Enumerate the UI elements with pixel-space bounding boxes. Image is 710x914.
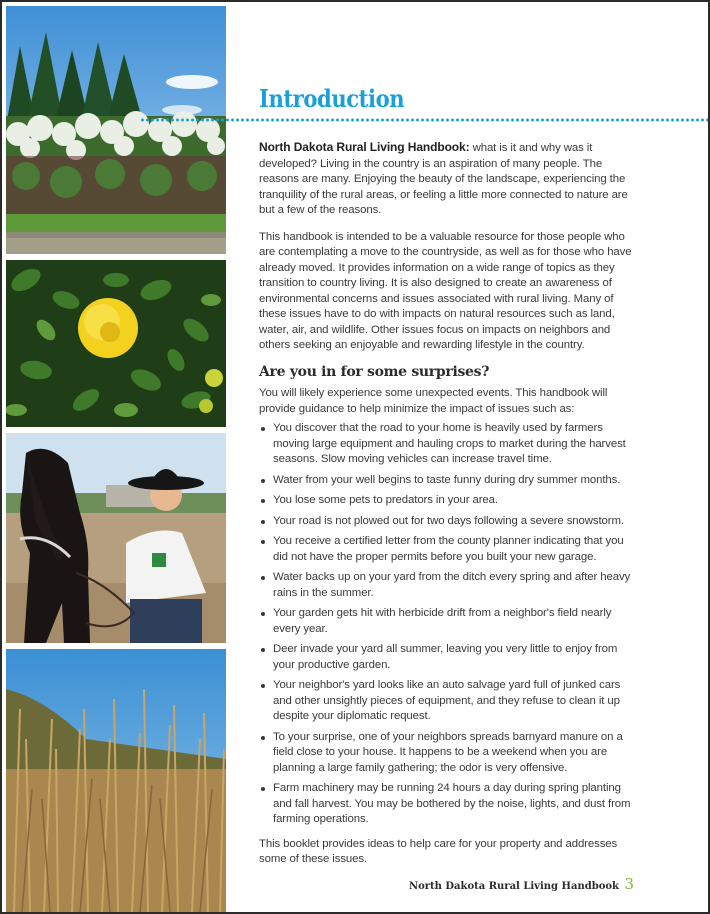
section-intro: You will likely experience some unexpected events. This handbook will provide guidance to help minimize the impact of issues such as:: [259, 387, 608, 415]
lead-heading: North Dakota Rural Living Handbook:: [259, 140, 470, 154]
list-item: Water from your well begins to taste funny during dry summer months.: [259, 473, 641, 489]
photo-sidebar: [6, 6, 226, 912]
list-item: You receive a certified letter from the county planner indicating that you did not have the proper permits before you built your new garage.: [259, 534, 641, 565]
dotted-divider: [140, 118, 710, 122]
surprises-list: [259, 421, 641, 828]
page-title: Introduction: [259, 84, 405, 113]
section-heading: Are you in for some surprises?: [259, 363, 490, 380]
page-footer: [409, 875, 634, 893]
list-item: Farm machinery may be running 24 hours a day during spring planting and fall harvest. You may be bothered by the noise, lights, and dust from farming operations.: [259, 781, 641, 828]
list-item: To your surprise, one of your neighbors spreads barnyard manure on a field close to your house. It happens to be a weekend when you are planning a large family gathering; the odor is very offensive.: [259, 730, 641, 777]
intro-paragraph: [259, 140, 641, 219]
photo-girl-with-horse: [6, 433, 226, 643]
footer-title: North Dakota Rural Living Handbook: [408, 881, 619, 892]
list-item: You lose some pets to predators in your area.: [259, 493, 641, 509]
list-item: You discover that the road to your home is heavily used by farmers moving large equipment and hauling crops to market during the harvest seasons. Slow moving vehicles can increase travel time.: [259, 421, 641, 468]
lead-text: what is it and why was it developed? Living in the country is an aspiration of many people. The reasons are many. Enjoying the beauty of the landscape, experiencing the tranquility of the rural areas, or feeling a little more connected to nature are but a few of the reasons.: [259, 142, 628, 216]
title-area: [259, 84, 641, 114]
closing-paragraph: This booklet provides ideas to help care for your property and addresses some of these issues.: [259, 837, 618, 865]
article-body: [259, 140, 641, 879]
purpose-paragraph: This handbook is intended to be a valuable resource for those people who are contemplating a move to the countryside, as well as for those who have already moved. It provides information on a wide range of topics as they transition to country living. It is also designed to create an awareness of environmental concerns and issues associated with rural living. Many of these issues have to do with impacts on natural resources such as land, water, air, and wildlife. Other issues focus on impacts on neighbors and others seeking an enjoyable and rewarding lifestyle in the country.: [259, 230, 632, 351]
photo-yellow-rose: [6, 260, 226, 427]
photo-prairie-grass: [6, 649, 226, 912]
photo-trees-and-shrubs: [6, 6, 226, 254]
list-item: Your garden gets hit with herbicide drift from a neighbor's field nearly every year.: [259, 606, 641, 637]
list-item: Deer invade your yard all summer, leaving you very little to enjoy from your productive garden.: [259, 642, 641, 673]
list-item: Your neighbor's yard looks like an auto salvage yard full of junked cars and other unsightly pieces of equipment, and they refuse to clean it up despite your diplomatic request.: [259, 678, 641, 725]
page-number: 3: [624, 875, 634, 893]
list-item: Water backs up on your yard from the ditch every spring and after heavy rains in the summer.: [259, 570, 641, 601]
list-item: Your road is not plowed out for two days following a severe snowstorm.: [259, 514, 641, 530]
